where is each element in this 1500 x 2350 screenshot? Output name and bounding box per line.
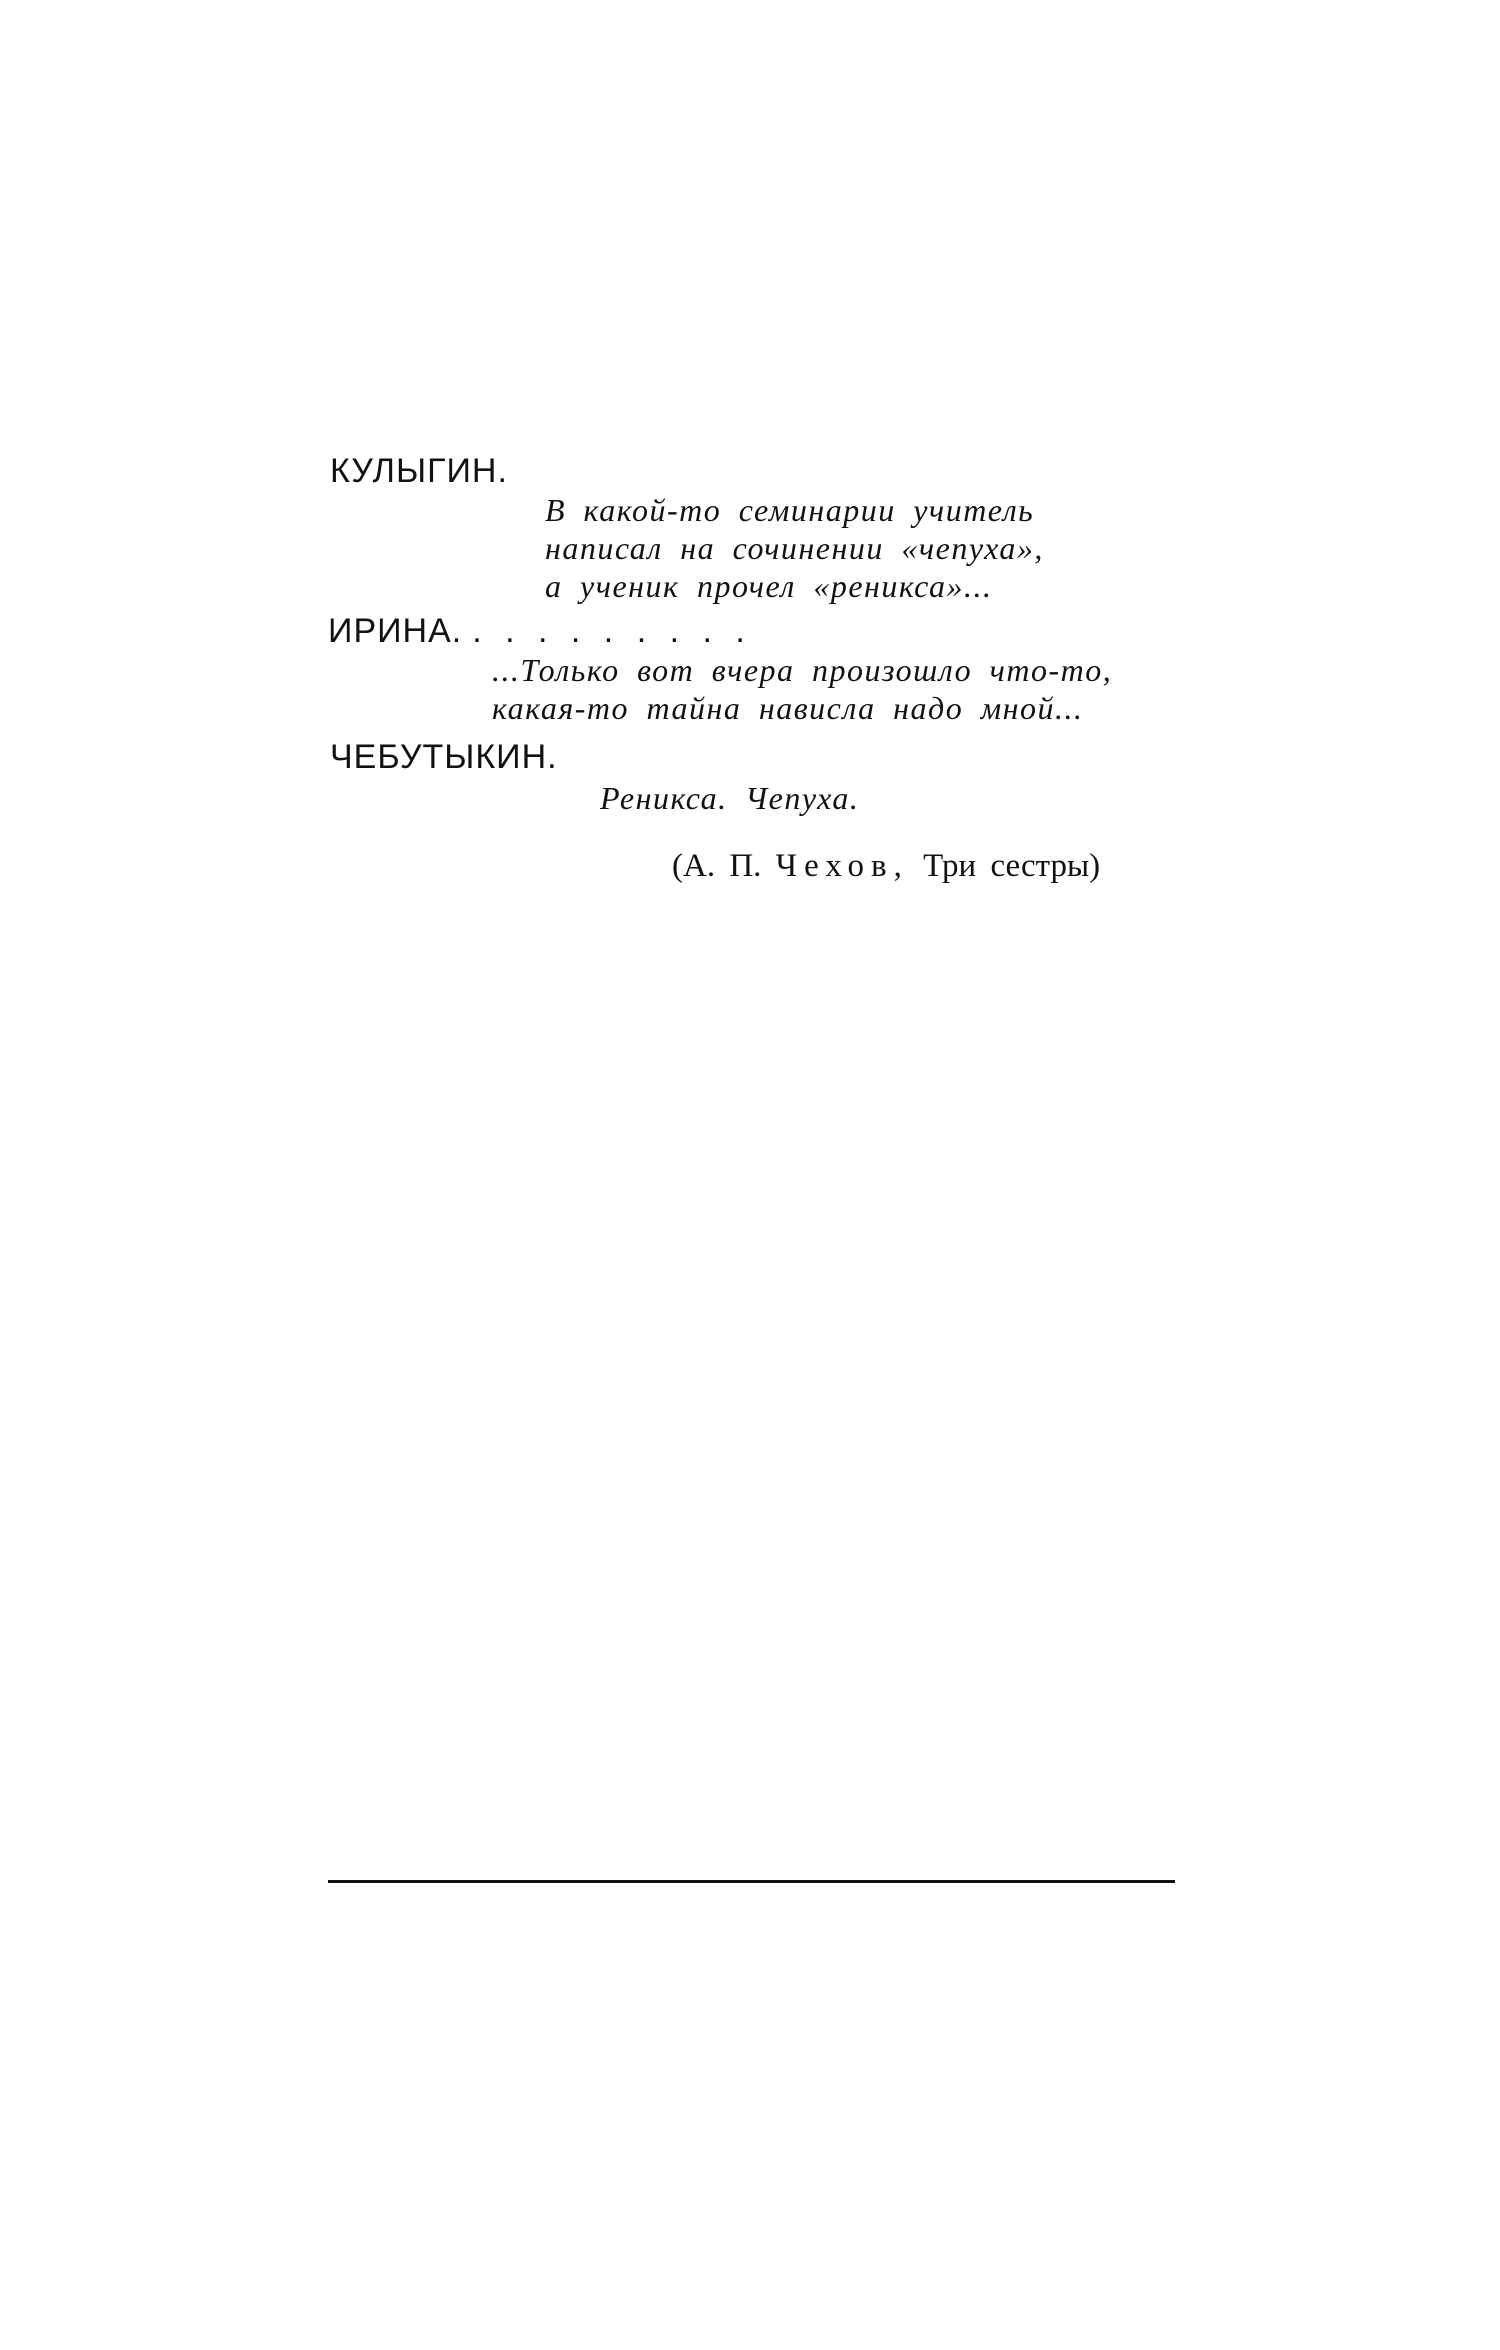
- irina-line-1: ...Только вот вчера произошло что-то,: [492, 652, 1113, 688]
- speaker-irina-row: [328, 612, 745, 651]
- source-open: (А. П.: [672, 848, 762, 884]
- chebutykin-line-1: Реникса. Чепуха.: [600, 780, 860, 816]
- irina-line-2: какая-то тайна нависла надо мной...: [492, 690, 1084, 726]
- source-title: Три сестры): [923, 848, 1101, 884]
- kulygin-line-1: В какой-то семинарии учитель: [545, 492, 1035, 528]
- kulygin-line-3: а ученик прочел «реникса»...: [545, 568, 993, 604]
- speaker-chebutykin: ЧЕБУТЫКИН.: [330, 738, 558, 776]
- source-author: Чехов,: [775, 848, 909, 884]
- kulygin-line-2: написал на сочинении «чепуха»,: [545, 530, 1044, 566]
- horizontal-rule: [328, 1880, 1175, 1883]
- source-attribution: [672, 848, 1100, 885]
- speaker-irina: ИРИНА.: [328, 612, 463, 650]
- speaker-kulygin: КУЛЫГИН.: [330, 452, 508, 490]
- ellipsis-dots: . . . . . . . . .: [472, 612, 745, 650]
